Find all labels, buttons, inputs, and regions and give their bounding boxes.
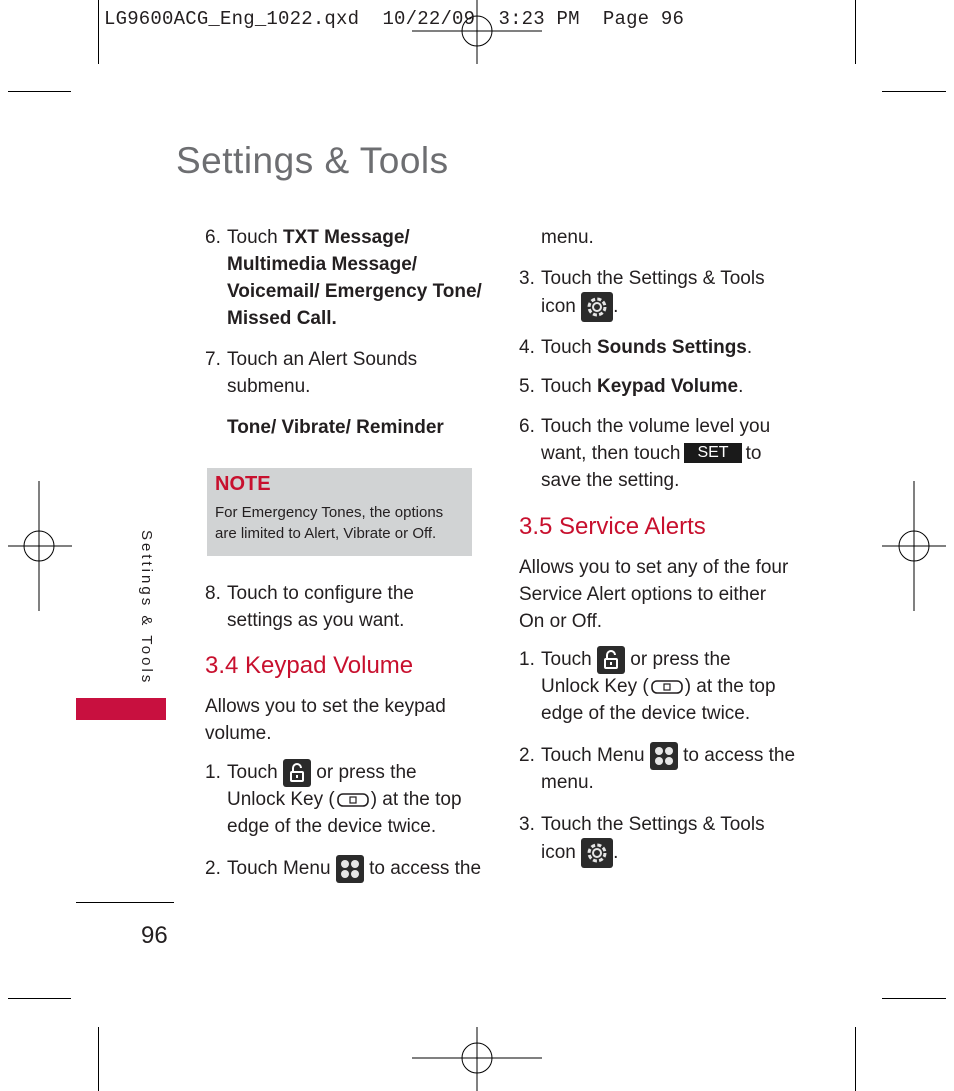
settings-tools-icon[interactable] [581,292,613,322]
step-text-part: . [738,376,744,397]
intro-line: volume. [205,723,272,744]
note-line: For Emergency Tones, the options [215,504,444,521]
step-text-part: . [613,296,619,318]
step-text-part: to [745,443,762,464]
unlock-icon[interactable] [597,646,625,674]
page-number: 96 [141,922,168,949]
step-text [227,786,462,813]
crop-mark [855,1027,856,1091]
note-box [207,468,472,556]
step-text [541,742,795,770]
section-heading-keypad-volume: 3.4 Keypad Volume [205,652,414,679]
footer-rule [76,902,174,903]
step-bold: Missed Call. [227,308,337,329]
unlock-icon[interactable] [283,759,311,787]
step-number: 7. [205,349,221,370]
step-text [541,440,761,467]
step-text: Touch to configure the [227,583,414,604]
step-number: 6. [205,227,221,248]
slug-line: LG9600ACG_Eng_1022.qxd 10/22/09 3:23 PM Page 96 [104,8,685,30]
step-text-part: want, then touch [541,443,681,464]
intro-line: Service Alert options to either [519,584,767,605]
step-text: edge of the device twice. [227,816,437,837]
menu-icon[interactable] [336,855,364,883]
step-text: Touch the volume level you [541,416,771,437]
step-text [541,334,752,361]
step-text-part: or press the [316,762,417,784]
step-text: edge of the device twice. [541,703,751,724]
step-text-pre: Touch [227,227,283,248]
crop-mark [8,998,71,999]
note-line: are limited to Alert, Vibrate or Off. [215,525,437,542]
step-text [541,292,618,322]
step-text-part: . [746,337,753,358]
step-text-part: Unlock Key ( [541,676,649,697]
unlock-key-icon [337,792,369,808]
step-text: Touch the Settings & Tools [541,268,765,289]
step-number: 3. [519,268,535,289]
step-text-part: Touch Menu [227,858,331,880]
crop-mark [855,0,856,64]
page-title: Settings & Tools [176,140,449,181]
note-body [215,502,443,544]
step-bold: Voicemail/ Emergency Tone/ [227,281,482,302]
crop-mark [882,91,946,92]
step-text: Touch the Settings & Tools [541,814,765,835]
step-text-part: to access the [683,745,796,767]
step-number: 2. [205,858,221,879]
settings-tools-icon[interactable] [581,838,613,868]
step-bold: Sounds Settings [596,337,747,358]
step-number: 6. [519,416,535,437]
step-text: submenu. [227,376,311,397]
step-text: Touch an Alert Sounds [227,349,418,370]
step-text-part: Touch [541,337,597,358]
registration-mark-bottom [412,1027,542,1091]
intro-line: Allows you to set any of the four [519,557,789,578]
step-text-part: . [613,842,619,864]
step-text [541,646,731,674]
step-text-part: Touch [227,762,278,784]
step-bold: Multimedia Message/ [227,254,418,275]
alert-options: Tone/ Vibrate/ Reminder [227,417,444,438]
keypad-volume-body [205,693,495,893]
intro-line: On or Off. [519,611,603,632]
right-column [519,224,819,504]
crop-mark [882,998,946,999]
section-heading-service-alerts: 3.5 Service Alerts [519,513,706,540]
side-label-text: Settings & Tools [138,530,155,686]
step-number: 3. [519,814,535,835]
side-tab-bar [76,698,166,720]
step-text-part: ) at the top [684,676,776,697]
step-number: 4. [519,337,535,358]
step-text-part: or press the [630,649,731,671]
step-text: menu. [541,772,594,793]
side-label [133,530,163,690]
step-text [227,855,481,883]
step-text [227,224,410,251]
service-alerts-body [519,554,819,874]
note-title: NOTE [215,473,271,495]
crop-mark [98,1027,99,1091]
crop-mark [98,0,99,64]
step-text-part: Touch Menu [541,745,645,767]
step-bold: Keypad Volume [596,376,739,397]
step-number: 2. [519,745,535,766]
step-text-part: Touch [541,376,597,397]
step-text [227,759,417,787]
unlock-key-icon [651,679,683,695]
step-text-part: ) at the top [370,789,462,810]
crop-mark [8,91,71,92]
step-text: save the setting. [541,470,680,491]
intro-line: Allows you to set the keypad [205,696,446,717]
continued-text: menu. [541,227,594,248]
step-number: 1. [519,649,535,670]
step-bold: TXT Message/ [282,227,410,248]
step-text-part: to access the [369,858,482,880]
set-button[interactable]: SET [684,443,741,463]
step-text [541,373,743,400]
registration-mark-right [882,481,946,611]
step-number: 8. [205,583,221,604]
step-text-part: Touch [541,649,592,671]
step-number: 5. [519,376,535,397]
step-text-part: icon [541,842,576,864]
registration-mark-left [8,481,72,611]
step-text-part: icon [541,296,576,318]
step-text: settings as you want. [227,610,405,631]
menu-icon[interactable] [650,742,678,770]
step-text [541,838,618,868]
step-text-part: Unlock Key ( [227,789,335,810]
step-number: 1. [205,762,221,783]
step-text [541,673,776,700]
